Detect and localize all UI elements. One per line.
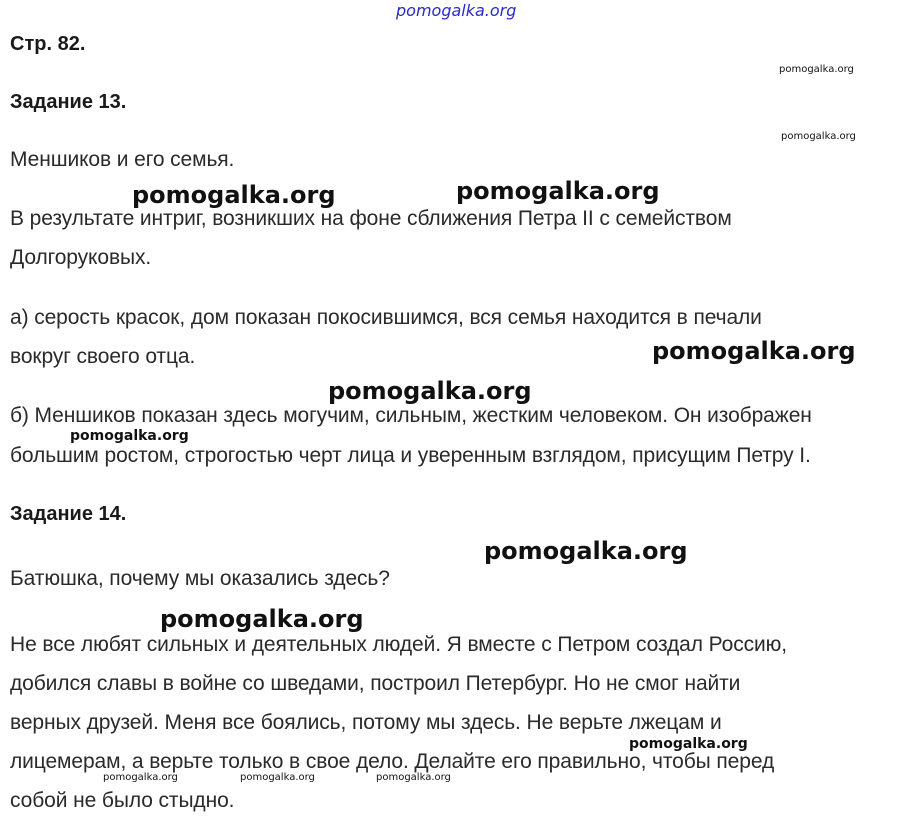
task-13-answer-line-1: В результате интриг, возникших на фоне сближения Петра II с семейством: [10, 207, 732, 230]
watermark-large: pomogalka.org: [456, 177, 660, 205]
watermark-large: pomogalka.org: [484, 537, 688, 565]
task-13-heading: Задание 13.: [10, 91, 127, 113]
watermark-small: pomogalka.org: [779, 64, 854, 75]
watermark-small: pomogalka.org: [376, 772, 451, 783]
watermark-small: pomogalka.org: [781, 131, 856, 142]
task-14-line-4: лицемерам, а верьте только в свое дело. Делайте его правильно, чтобы перед: [10, 750, 775, 773]
task-13-b-line-2: большим ростом, строгостью черт лица и уверенным взглядом, присущим Петру I.: [10, 444, 811, 467]
task-13-b-line-1: б) Меншиков показан здесь могучим, сильным, жестким человеком. Он изображен: [10, 404, 812, 427]
watermark-medium: pomogalka.org: [70, 428, 189, 444]
watermark-large: pomogalka.org: [652, 337, 856, 365]
watermark-medium: pomogalka.org: [629, 736, 748, 752]
task-14-line-5: собой не было стыдно.: [10, 789, 235, 812]
task-13-a-line-1: а) серость красок, дом показан покосившимся, вся семья находится в печали: [10, 306, 762, 329]
watermark-large: pomogalka.org: [328, 377, 532, 405]
watermark-top: pomogalka.org: [396, 1, 517, 20]
task-14-line-2: добился славы в войне со шведами, построил Петербург. Но не смог найти: [10, 672, 741, 695]
watermark-small: pomogalka.org: [103, 772, 178, 783]
task-14-question: Батюшка, почему мы оказались здесь?: [10, 567, 390, 590]
task-14-heading: Задание 14.: [10, 503, 127, 525]
task-14-line-1: Не все любят сильных и деятельных людей. Я вместе с Петром создал Россию,: [10, 633, 788, 656]
task-14-line-3: верных друзей. Меня все боялись, потому мы здесь. Не верьте лжецам и: [10, 711, 722, 734]
task-13-answer-line-2: Долгоруковых.: [10, 246, 152, 269]
task-13-a-line-2: вокруг своего отца.: [10, 345, 196, 368]
watermark-large: pomogalka.org: [160, 605, 364, 633]
watermark-large: pomogalka.org: [132, 181, 336, 209]
page-reference: Стр. 82.: [10, 33, 86, 55]
task-13-title: Меншиков и его семья.: [10, 148, 235, 171]
watermark-small: pomogalka.org: [240, 772, 315, 783]
